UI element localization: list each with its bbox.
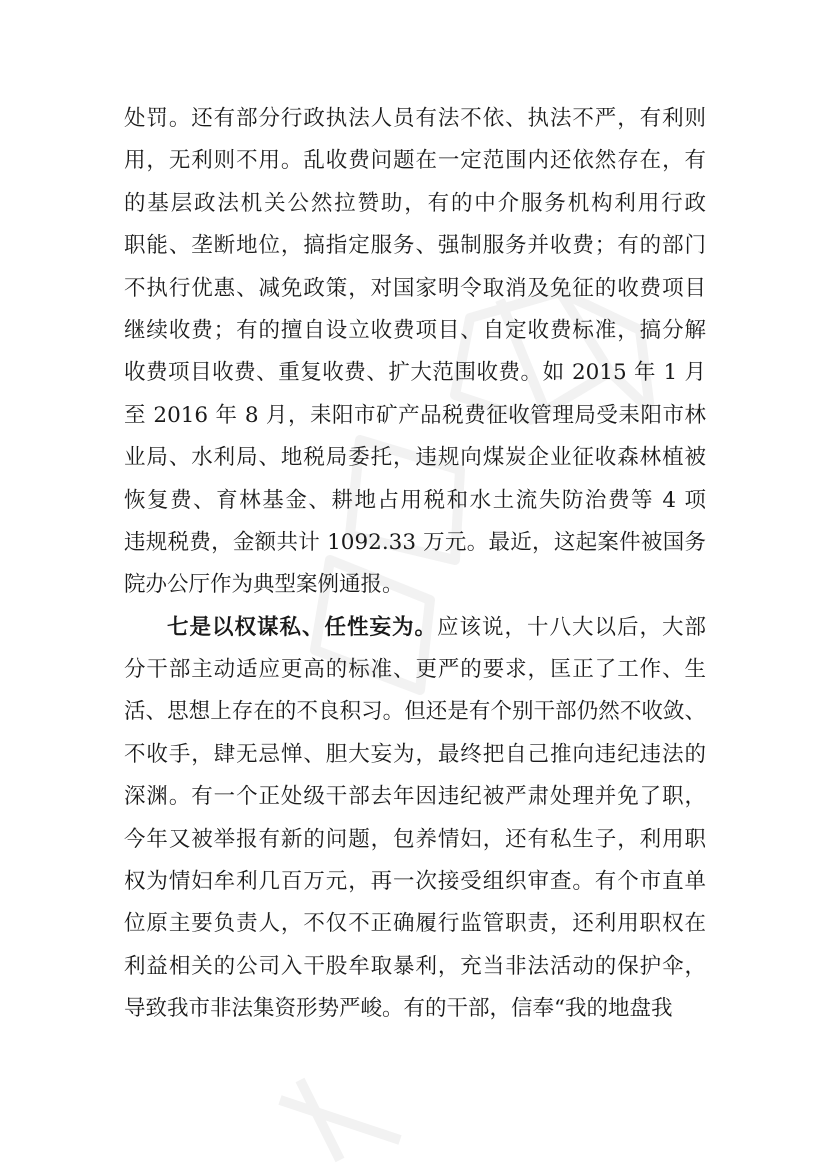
- text-line: 职能、垄断地位，搞指定服务、强制服务并收费；有的部门: [124, 233, 706, 259]
- text-line: 收费项目收费、重复收费、扩大范围收费。如 2015 年 1 月: [124, 360, 706, 386]
- text-line: 恢复费、育林基金、耕地占用税和水土流失防治费等 4 项: [124, 487, 706, 513]
- text-line: 活、思想上存在的不良积习。但还是有个别干部仍然不收敛、: [124, 699, 706, 725]
- text-line: 业局、水利局、地税局委托，违规向煤炭企业征收森林植被: [124, 445, 706, 471]
- text-line: 违规税费，金额共计 1092.33 万元。最近，这起案件被国务: [124, 529, 706, 555]
- text-line: 利益相关的公司入干股牟取暴利，充当非法活动的保护伞，: [124, 953, 706, 979]
- text-line: 今年又被举报有新的问题，包养情妇，还有私生子，利用职: [124, 826, 706, 852]
- text-line: 的基层政法机关公然拉赞助，有的中介服务机构利用行政: [124, 190, 706, 216]
- section-heading: 七是以权谋私、任性妄为。: [167, 614, 437, 640]
- text-line: 导致我市非法集资形势严峻。有的干部，信奉“我的地盘我: [124, 996, 673, 1022]
- text-line: 处罚。还有部分行政执法人员有法不依、执法不严，有利则: [124, 106, 706, 131]
- text-line: 用，无利则不用。乱收费问题在一定范围内还依然存在，有: [124, 148, 706, 174]
- paragraph-2: [124, 607, 706, 1031]
- text-line: 继续收费；有的擅自设立收费项目、自定收费标准，搞分解: [124, 317, 706, 343]
- text-line: 院办公厅作为典型案例通报。: [124, 572, 404, 598]
- text-line: 位原主要负责人，不仅不正确履行监管职责，还利用职权在: [124, 911, 706, 937]
- document-body: [124, 98, 706, 1031]
- text-line: 分干部主动适应更高的标准、更严的要求，匡正了工作、生: [124, 657, 706, 683]
- text-line: 不执行优惠、减免政策，对国家明令取消及免征的收费项目: [124, 275, 706, 301]
- text-line: 深渊。有一个正处级干部去年因违纪被严肃处理并免了职，: [124, 784, 706, 810]
- text-line: [124, 607, 706, 649]
- text-line: 不收手，肆无忌惮、胆大妄为，最终把自己推向违纪违法的: [124, 741, 706, 767]
- text-line: 权为情妇牟利几百万元，再一次接受组织审查。有个市直单: [124, 869, 706, 895]
- text-run: 应该说，十八大以后，大部: [437, 614, 706, 640]
- paragraph-1: [124, 98, 706, 607]
- text-line: 至 2016 年 8 月，耒阳市矿产品税费征收管理局受耒阳市林: [124, 402, 706, 428]
